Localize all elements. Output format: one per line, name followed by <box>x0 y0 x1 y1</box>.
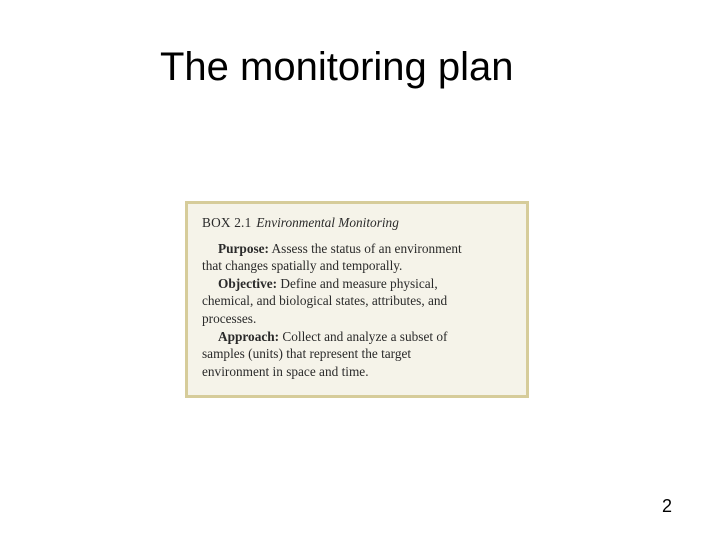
environmental-monitoring-box <box>185 201 529 398</box>
slide-title: The monitoring plan <box>160 45 514 89</box>
purpose-term: Purpose: <box>218 240 269 256</box>
box-heading <box>202 214 516 232</box>
purpose-line <box>202 240 516 258</box>
approach-line-end: environment in space and time. <box>202 363 369 379</box>
purpose-text: Assess the status of an environment <box>268 240 462 256</box>
box-label: BOX 2.1 <box>202 215 252 230</box>
approach-line <box>202 328 516 346</box>
approach-line-continued: samples (units) that represent the target <box>202 346 412 362</box>
approach-text: Collect and analyze a subset of <box>279 328 448 344</box>
objective-line-end: processes. <box>202 310 257 326</box>
box-subtitle: Environmental Monitoring <box>256 215 399 230</box>
page-number: 2 <box>662 496 673 516</box>
objective-line <box>202 275 516 293</box>
objective-line-continued: chemical, and biological states, attributes, and <box>202 293 448 309</box>
purpose-line-continued: that changes spatially and temporally. <box>202 258 403 274</box>
approach-term: Approach: <box>218 328 280 344</box>
objective-text: Define and measure physical, <box>277 275 438 291</box>
objective-term: Objective: <box>218 275 278 291</box>
